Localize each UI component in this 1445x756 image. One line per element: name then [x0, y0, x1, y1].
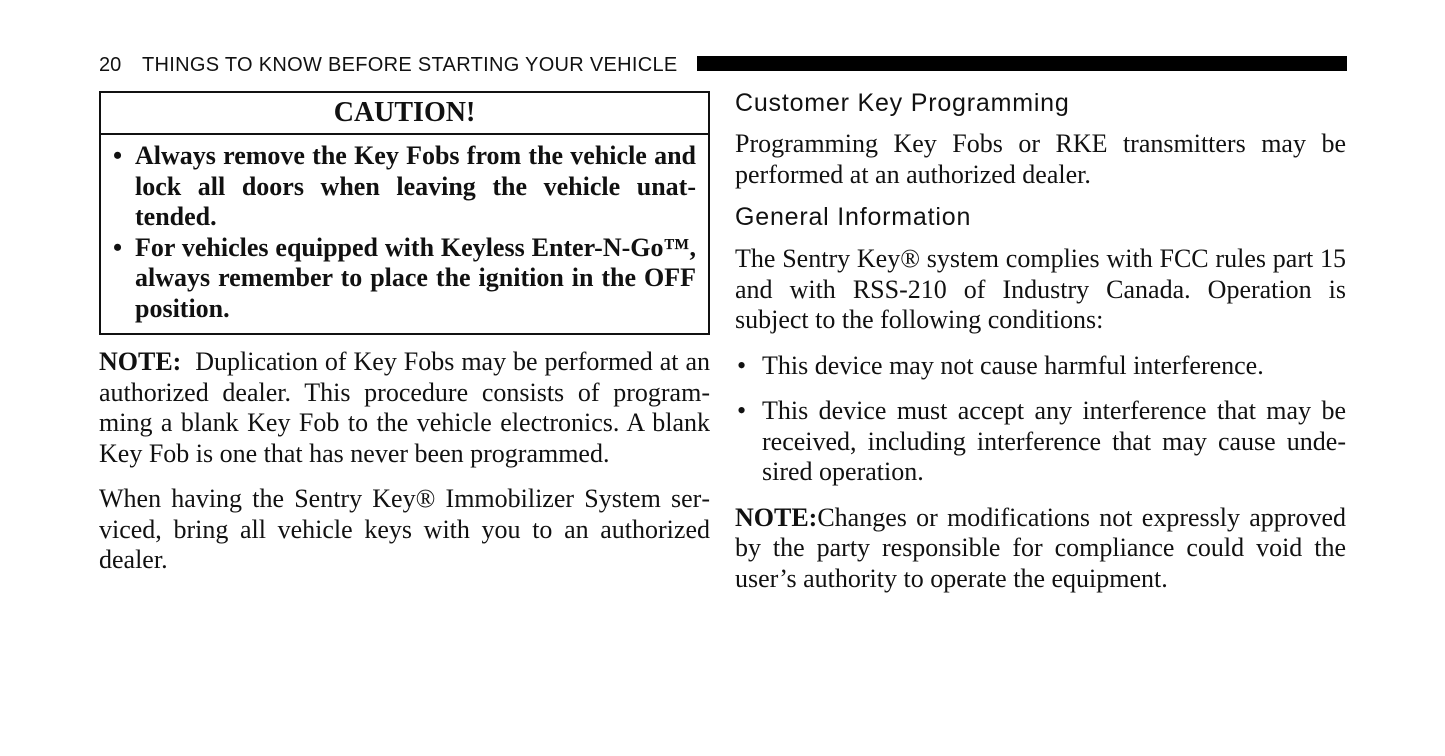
section-heading-customer-key-programming: Customer Key Programming — [735, 89, 1070, 117]
page-number: 20 — [99, 54, 122, 76]
note-label: NOTE: — [735, 502, 818, 532]
caution-list — [101, 135, 708, 333]
caution-title: CAUTION! — [101, 93, 708, 135]
left-column — [99, 91, 710, 576]
note-paragraph — [99, 347, 710, 469]
list-item: • This device may not cause harmful interference. — [735, 351, 1346, 382]
note-paragraph-fcc — [735, 503, 1346, 595]
compliance-paragraph: The Sentry Key® system complies with FCC rules part 15 and with RSS-210 of Industry Canada. Operation is subject to the following conditions: — [735, 244, 1346, 334]
page-header — [99, 52, 1347, 78]
note-text: Changes or modifications not expressly approved by the party responsible for compliance could void the user’s authority to operate the equipment. — [735, 502, 1346, 593]
list-item: • This device must accept any interference that may be received, including interference that may cause undesired operation. — [735, 396, 1346, 488]
caution-item: • Always remove the Key Fobs from the vehicle and lock all doors when leaving the vehicle unattended. — [113, 141, 696, 233]
right-column — [735, 86, 1346, 594]
note-label: NOTE: — [99, 347, 182, 376]
service-paragraph: When having the Sentry Key® Immobilizer System serviced, bring all vehicle keys with you to an authorized dealer. — [99, 484, 710, 574]
conditions-list — [735, 351, 1346, 488]
caution-box — [99, 91, 710, 335]
caution-item: • For vehicles equipped with Keyless Enter-N-Go™, always remember to place the ignition in the OFF position. — [113, 233, 696, 325]
header-rule — [697, 56, 1347, 71]
note-text: Duplication of Key Fobs may be performed at an authorized dealer. This procedure consists of programming a blank Key Fob to the vehicle electronics. A blank Key Fob is one that has never been programmed. — [99, 347, 710, 468]
chapter-title: THINGS TO KNOW BEFORE STARTING YOUR VEHICLE — [142, 54, 678, 76]
programming-paragraph: Programming Key Fobs or RKE transmitters may be performed at an authorized dealer. — [735, 129, 1346, 189]
section-heading-general-information: General Information — [735, 203, 972, 231]
